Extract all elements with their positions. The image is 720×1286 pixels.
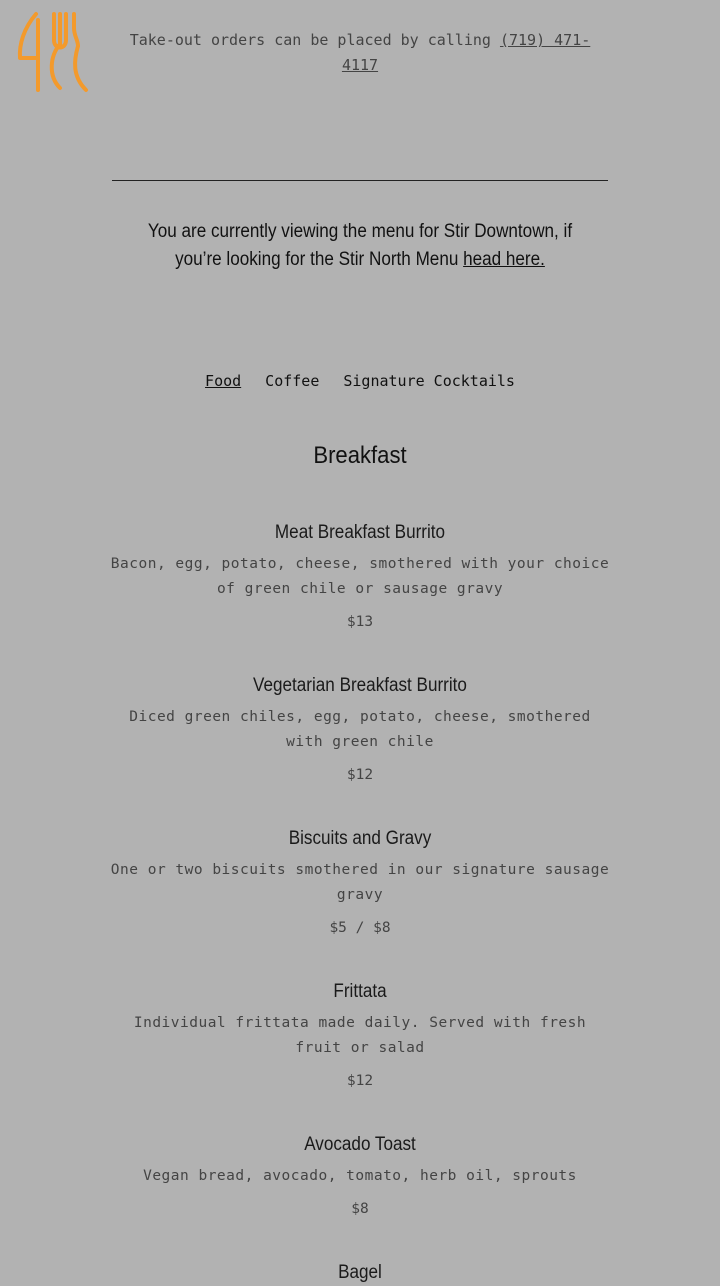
menu-item	[110, 520, 610, 632]
section-title: Breakfast	[313, 442, 407, 469]
location-notice	[126, 218, 594, 274]
item-name: Frittata	[333, 981, 387, 1002]
fork-knife-logo-icon[interactable]	[14, 10, 92, 96]
menu-tabs	[0, 372, 720, 390]
menu-item	[110, 1132, 610, 1219]
tab-coffee[interactable]: Coffee	[265, 372, 320, 390]
item-price: $12	[346, 1073, 374, 1089]
item-price: $5 / $8	[329, 920, 391, 936]
item-description: One or two biscuits smothered in our signature sausage gravy	[110, 862, 610, 903]
item-name: Avocado Toast	[304, 1134, 416, 1155]
divider	[112, 180, 608, 181]
item-name: Bagel	[338, 1262, 382, 1283]
takeout-text: Take-out orders can be placed by calling	[129, 31, 491, 49]
item-name: Vegetarian Breakfast Burrito	[253, 675, 467, 696]
notice-text: You are currently viewing the menu for Stir Downtown, if you’re looking for the Stir North Menu	[147, 221, 573, 270]
menu-item	[110, 1260, 610, 1286]
menu-item	[110, 826, 610, 938]
menu-item	[110, 979, 610, 1091]
item-description: Bacon, egg, potato, cheese, smothered with your choice of green chile or sausage gravy	[110, 556, 610, 597]
phone-link[interactable]: (719) 471-4117	[341, 31, 591, 74]
item-price: $12	[346, 767, 374, 783]
item-price: $8	[351, 1201, 369, 1217]
item-name: Biscuits and Gravy	[288, 828, 432, 849]
item-name: Meat Breakfast Burrito	[274, 522, 446, 543]
item-description: Individual frittata made daily. Served with fresh fruit or salad	[133, 1015, 587, 1056]
takeout-notice	[115, 28, 605, 78]
tab-food[interactable]: Food	[205, 372, 242, 390]
item-description: Vegan bread, avocado, tomato, herb oil, sprouts	[143, 1168, 577, 1184]
tab-signature-cocktails[interactable]: Signature Cocktails	[343, 372, 515, 390]
item-price: $13	[346, 614, 374, 630]
north-menu-link[interactable]: head here.	[463, 249, 545, 270]
item-description: Diced green chiles, egg, potato, cheese, smothered with green chile	[129, 709, 591, 750]
menu-item	[110, 673, 610, 785]
